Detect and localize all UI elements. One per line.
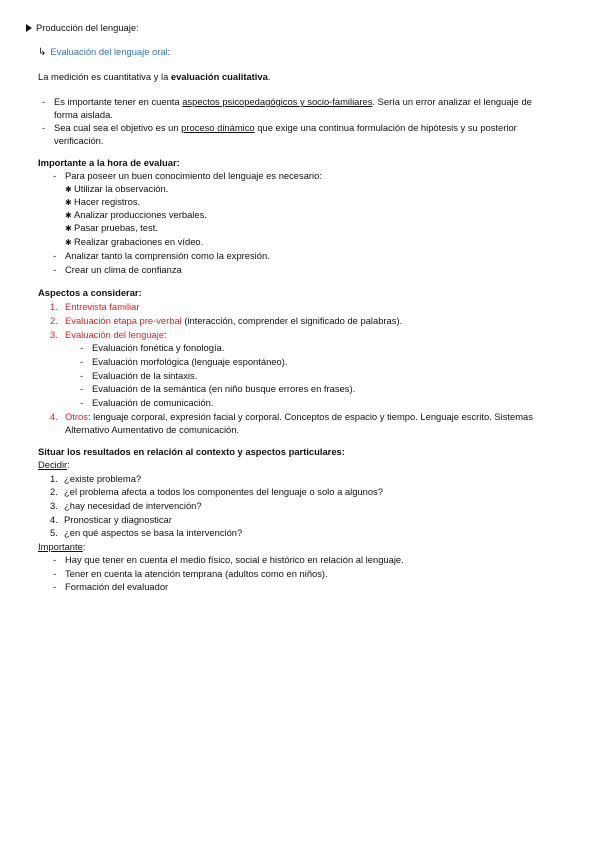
section-heading: Producción del lenguaje: (26, 21, 139, 34)
sub-list-item: ✱ Utilizar la observación. (65, 182, 168, 196)
list-item: - Es importante tener en cuenta aspectos psicopedagógicos y socio-familiares. Sería un error analizar el lenguaje de (42, 96, 532, 107)
numbered-item: 3. Evaluación del lenguaje: (50, 329, 167, 340)
sub-list-item: ✱ Pasar pruebas, test. (65, 221, 158, 235)
list-item: - Analizar tanto la comprensión como la expresión. (53, 250, 270, 261)
importante-label: Importante: (38, 541, 86, 552)
sub-list-item: ✱ Realizar grabaciones en vídeo. (65, 235, 203, 249)
star-bullet-icon: ✱ (65, 211, 72, 220)
evaluar-heading: Importante a la hora de evaluar: (38, 157, 180, 168)
numbered-item: 1. Entrevista familiar (50, 301, 140, 312)
list-item: - Formación del evaluador (53, 581, 169, 592)
numbered-item: 5. ¿en qué aspectos se basa la intervención? (50, 527, 243, 538)
sub-list-item: ✱ Hacer registros. (65, 195, 140, 209)
list-item: - Crear un clima de confianza (53, 264, 182, 275)
sub-list-item: - Evaluación de la semántica (en niño busque errores en frases). (80, 383, 356, 394)
sub-list-item: - Evaluación morfológica (lenguaje espontáneo). (80, 356, 288, 367)
sub-list-item: - Evaluación de la sintaxis. (80, 370, 198, 381)
subsection-heading: ↳ Evaluación del lenguaje oral: (38, 46, 171, 58)
numbered-item: 3. ¿hay necesidad de intervención? (50, 500, 202, 511)
numbered-item: 1. ¿existe problema? (50, 473, 142, 484)
aspectos-heading: Aspectos a considerar: (38, 287, 142, 298)
sub-list-item: - Evaluación de comunicación. (80, 397, 214, 408)
numbered-item: 4. Otros: lenguaje corporal, expresión facial y corporal. Conceptos de espacio y tiempo. Lenguaje escrito. Sistemas (50, 411, 533, 422)
subsection-title: Evaluación del lenguaje oral (50, 46, 168, 57)
list-item-continuation: verificación. (54, 135, 104, 146)
triangle-bullet-icon (26, 24, 32, 32)
numbered-item: 4. Pronosticar y diagnosticar (50, 514, 172, 525)
numbered-item-continuation: Alternativo Aumentativo de comunicación. (65, 424, 240, 435)
list-item-continuation: forma aislada. (54, 109, 113, 120)
list-item: - Hay que tener en cuenta el medio físico, social e histórico en relación al lenguaje. (53, 554, 404, 565)
star-bullet-icon: ✱ (65, 224, 72, 233)
star-bullet-icon: ✱ (65, 198, 72, 207)
sub-list-item: - Evaluación fonética y fonología. (80, 342, 225, 353)
star-bullet-icon: ✱ (65, 185, 72, 194)
list-item: - Tener en cuenta la atención temprana (adultos como en niños). (53, 568, 328, 579)
intro-line: La medición es cuantitativa y la evaluación cualitativa. (38, 71, 271, 82)
sub-list-item: ✱ Analizar producciones verbales. (65, 208, 207, 222)
numbered-item: 2. ¿el problema afecta a todos los componentes del lenguaje o solo a algunos? (50, 486, 383, 497)
decidir-label: Decidir: (38, 459, 70, 470)
list-item: - Sea cual sea el objetivo es un proceso dinámico que exige una continua formulación de hipótesis y su posterior (42, 122, 517, 133)
star-bullet-icon: ✱ (65, 238, 72, 247)
return-arrow-icon: ↳ (38, 47, 47, 58)
list-item: - Para poseer un buen conocimiento del lenguaje es necesario: (53, 170, 322, 181)
situar-heading: Situar los resultados en relación al contexto y aspectos particulares: (38, 446, 345, 457)
numbered-item: 2. Evaluación etapa pre-verbal (interacción, comprender el significado de palabras). (50, 315, 403, 326)
